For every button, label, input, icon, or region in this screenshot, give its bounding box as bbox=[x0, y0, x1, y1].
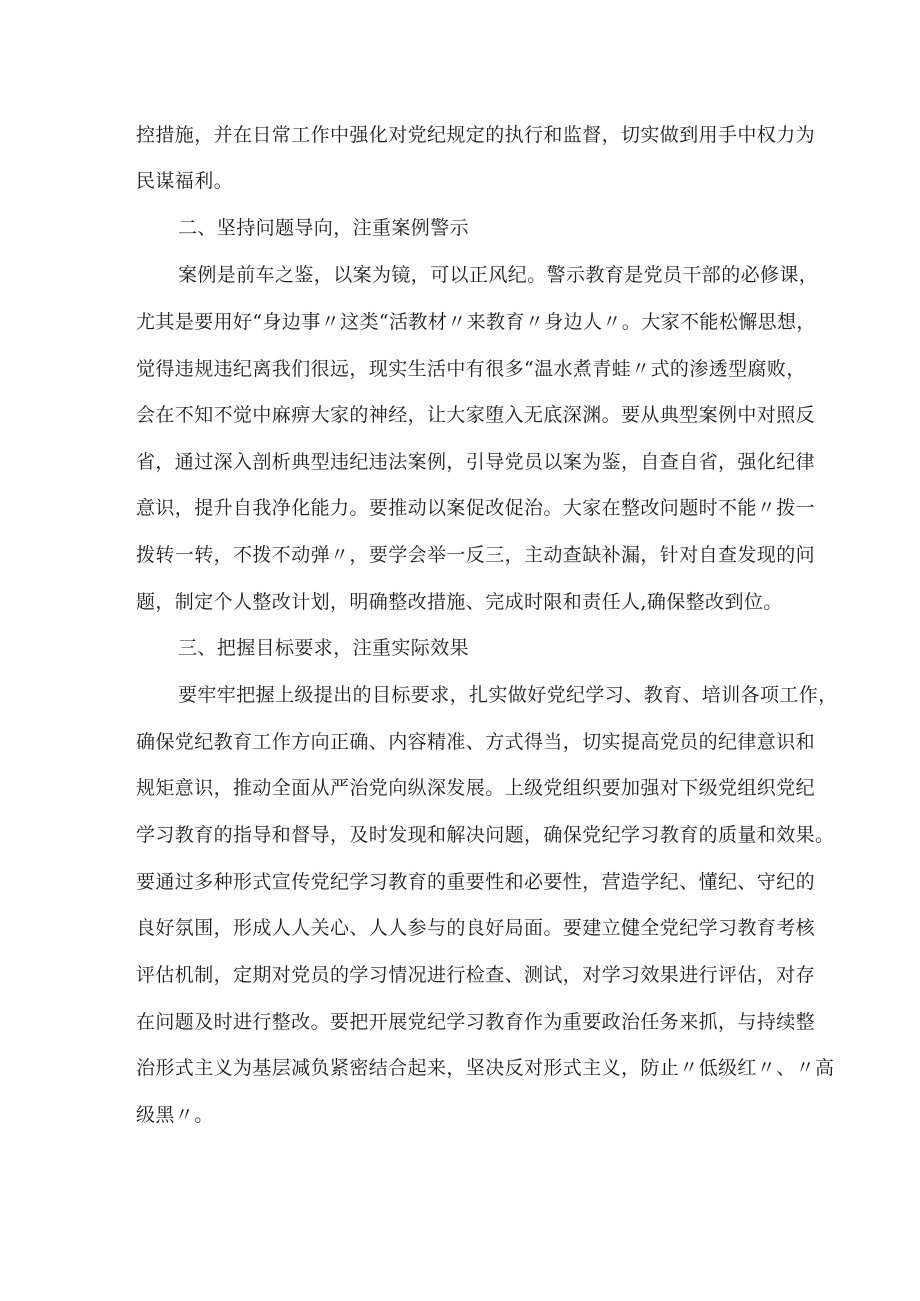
text-line: 题，制定个人整改计划，明确整改措施、完成时限和责任人,确保整改到位。 bbox=[136, 591, 783, 613]
text-line: 觉得违规违纪离我们很远，现实生活中有很多“温水煮青蛙〃式的渗透型腐败， bbox=[136, 358, 806, 380]
text-line: 要通过多种形式宣传党纪学习教育的重要性和必要性，营造学纪、懂纪、守纪的 bbox=[136, 871, 816, 893]
text-line: 良好氛围，形成人人关心、人人参与的良好局面。要建立健全党纪学习教育考核 bbox=[136, 917, 816, 939]
text-line: 案例是前车之鉴，以案为镜，可以正风纪。警示教育是党员干部的必修课， bbox=[178, 264, 819, 286]
text-line: 级黑〃。 bbox=[136, 1104, 214, 1126]
section-heading: 三、把握目标要求，注重实际效果 bbox=[178, 637, 470, 659]
text-line: 确保党纪教育工作方向正确、内容精准、方式得当，切实提高党员的纪律意识和 bbox=[136, 731, 816, 753]
text-line: 尤其是要用好“身边事〃这类“活教材〃来教育〃身边人〃。大家不能松懈思想， bbox=[136, 311, 816, 333]
section-heading: 二、坚持问题导向，注重案例警示 bbox=[178, 217, 470, 239]
text-line: 要牢牢把握上级提出的目标要求，扎实做好党纪学习、教育、培训各项工作， bbox=[178, 684, 838, 706]
text-line: 拨转一转，不拨不动弹〃，要学会举一反三，主动查缺补漏，针对自查发现的问 bbox=[136, 544, 816, 566]
text-line: 意识，提升自我净化能力。要推动以案促改促治。大家在整改问题时不能〃拨一 bbox=[136, 497, 816, 519]
text-line: 控措施，并在日常工作中强化对党纪规定的执行和监督，切实做到用手中权力为 bbox=[136, 124, 816, 146]
text-line: 民谋福利。 bbox=[136, 170, 234, 192]
text-line: 评估机制，定期对党员的学习情况进行检查、测试，对学习效果进行评估，对存 bbox=[136, 964, 816, 986]
text-line: 会在不知不觉中麻痹大家的神经，让大家堕入无底深渊。要从典型案例中对照反 bbox=[136, 404, 816, 426]
text-line: 规矩意识，推动全面从严治党向纵深发展。上级党组织要加强对下级党组织党纪 bbox=[136, 777, 816, 799]
text-line: 省，通过深入剖析典型违纪违法案例，引导党员以案为鉴，自查自省，强化纪律 bbox=[136, 451, 816, 473]
text-line: 学习教育的指导和督导，及时发现和解决问题，确保党纪学习教育的质量和效果。 bbox=[136, 824, 835, 846]
text-line: 治形式主义为基层减负紧密结合起来，坚决反对形式主义，防止〃低级红〃、〃高 bbox=[136, 1057, 835, 1079]
text-line: 在问题及时进行整改。要把开展党纪学习教育作为重要政治任务来抓，与持续整 bbox=[136, 1011, 816, 1033]
